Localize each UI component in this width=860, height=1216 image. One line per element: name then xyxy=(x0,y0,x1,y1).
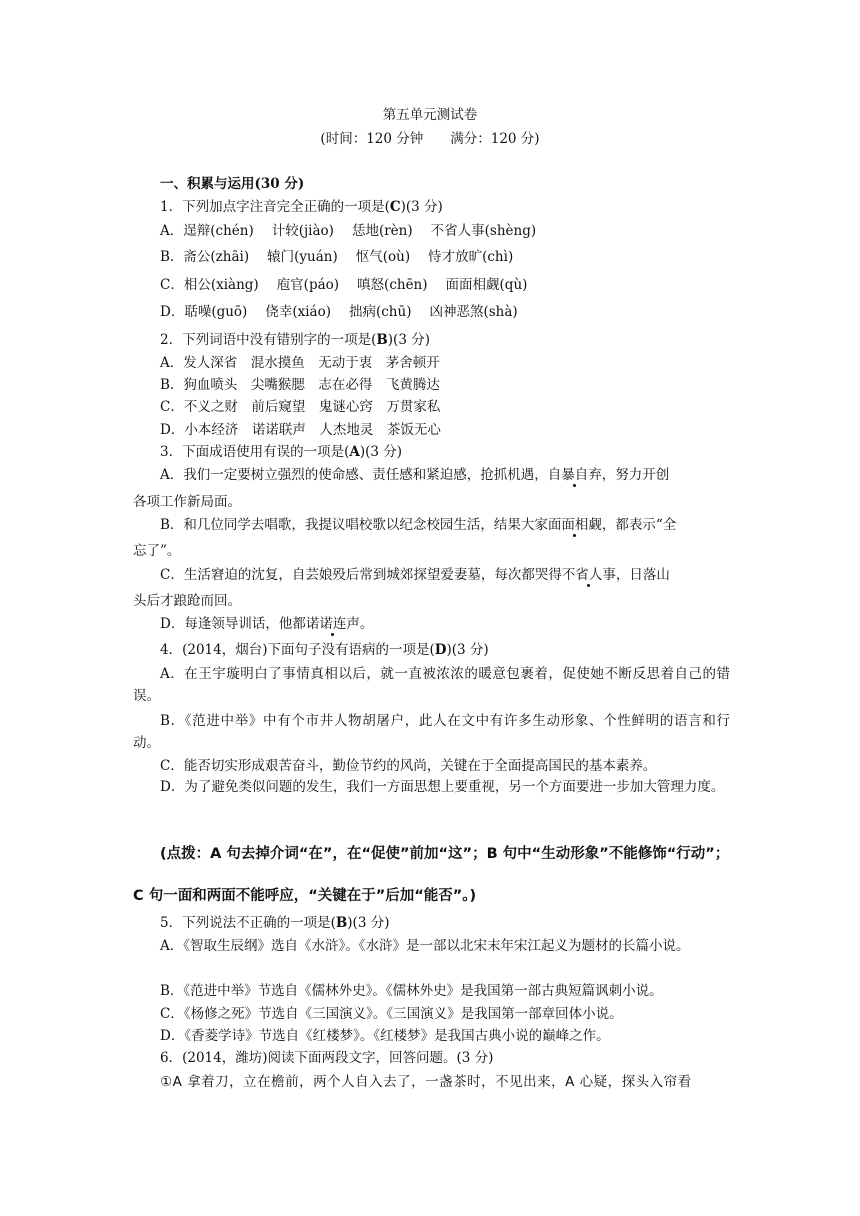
q2-answer: B xyxy=(376,332,388,348)
q6-stem: 6．(2014，潍坊)阅读下面两段文字，回答问题。(3 分) xyxy=(160,1050,494,1066)
q1-option-c: C．相公(xiàng) 庖官(páo) 嗔怒(chēn) 面面相觑(qù) xyxy=(160,277,528,293)
q5-answer: B xyxy=(335,915,348,931)
emphasized-idiom: 诺诺连声 xyxy=(305,616,360,632)
q4-hint-note: (点拨：A 句去掉介词“在”，在“促使”前加“这”；B 句中“生动形象”不能修饰“行动”；C 句一面和两面不能呼应，“关键在于”后加“能否”。) xyxy=(133,846,730,904)
q2-option-a: A．发人深省 混水摸鱼 无动于衷 茅舍顿开 xyxy=(160,355,440,371)
q4-option-a: A．在王宇璇明白了事情真相以后，就一直被浓浓的暖意包裹着，促使她不断反思着自己的错误。 xyxy=(133,666,730,704)
q1-option-a: A．逞辩(chén) 计较(jiào) 恁地(rèn) 不省人事(shèng) xyxy=(160,223,537,239)
q4-stem: 4．(2014，烟台)下面句子没有语病的一项是(D)(3 分) xyxy=(160,642,489,658)
q3-stem: 3．下面成语使用有误的一项是(A)(3 分) xyxy=(160,444,403,460)
q2-stem: 2．下列词语中没有错别字的一项是(B)(3 分) xyxy=(160,332,430,348)
section-heading: 一、积累与运用(30 分) xyxy=(160,176,305,192)
q6-passage: ①A 拿着刀，立在檐前，两个人自入去了，一盏茶时，不见出来，A 心疑，探头入帘看 xyxy=(160,1074,692,1090)
q1-answer: C xyxy=(389,199,401,215)
q3-option-b-cont: 忘了”。 xyxy=(133,543,181,559)
q3-option-b: B．和几位同学去唱歌，我提议唱校歌以纪念校园生活，结果大家面面相觑，都表示“全 xyxy=(160,517,677,533)
q1-option-d: D．聒噪(guō) 侥幸(xiáo) 拙病(chū) 凶神恶煞(shà) xyxy=(160,304,518,320)
q1-stem: 1．下列加点字注音完全正确的一项是(C)(3 分) xyxy=(160,199,443,215)
q5-option-b: B．《范进中举》节选自《儒林外史》。《儒林外史》是我国第一部古典短篇讽刺小说。 xyxy=(160,983,663,999)
q5-option-c: C．《杨修之死》节选自《三国演义》。《三国演义》是我国第一部章回体小说。 xyxy=(160,1006,623,1022)
q4-answer: D xyxy=(434,642,447,658)
q2-option-d: D．小本经济 诺诺联声 人杰地灵 茶饭无心 xyxy=(160,422,441,438)
q4-option-c: C．能否切实形成艰苦奋斗，勤俭节约的风尚，关键在于全面提高国民的基本素养。 xyxy=(160,758,657,774)
q3-option-c: C．生活窘迫的沈复，自芸娘殁后常到城郊探望爱妻墓，每次都哭得不省人事，日落山 xyxy=(160,567,670,583)
q3-answer: A xyxy=(349,444,360,460)
q2-option-c: C．不义之财 前后窥望 鬼谜心窍 万贯家私 xyxy=(160,399,441,415)
q4-option-d: D．为了避免类似问题的发生，我们一方面思想上要重视，另一个方面要进一步加大管理力度。 xyxy=(160,779,725,795)
q3-option-a-cont: 各项工作新局面。 xyxy=(133,494,241,510)
q5-option-d: D．《香菱学诗》节选自《红楼梦》。《红楼梦》是我国古典小说的巅峰之作。 xyxy=(160,1028,610,1044)
emphasized-idiom: 不省人事 xyxy=(561,567,616,583)
page-title: 第五单元测试卷 xyxy=(382,107,478,123)
q2-option-b: B．狗血喷头 尖嘴猴腮 志在必得 飞黄腾达 xyxy=(160,377,440,393)
q3-option-a: A．我们一定要树立强烈的使命感、责任感和紧迫感，抢抓机遇，自暴自弃，努力开创 xyxy=(160,467,670,483)
q1-option-b: B．斋公(zhāi) 辕门(yuán) 怄气(où) 恃才放旷(chì) xyxy=(160,249,514,265)
q5-stem: 5．下列说法不正确的一项是(B)(3 分) xyxy=(160,915,390,931)
emphasized-idiom: 自暴自弃 xyxy=(547,467,602,483)
q5-option-a: A．《智取生辰纲》选自《水浒》。《水浒》是一部以北宋末年宋江起义为题材的长篇小说。 xyxy=(160,938,690,954)
page-subtitle: (时间：120 分钟 满分：120 分) xyxy=(320,131,540,147)
q4-option-b: B．《范进中举》中有个市井人物胡屠户，此人在文中有许多生动形象、个性鲜明的语言和行动。 xyxy=(133,713,730,751)
emphasized-idiom: 面面相觑 xyxy=(547,517,602,533)
q3-option-c-cont: 头后才踉跄而回。 xyxy=(133,593,241,609)
q3-option-d: D．每逢领导训话，他都诺诺连声。 xyxy=(160,616,374,632)
